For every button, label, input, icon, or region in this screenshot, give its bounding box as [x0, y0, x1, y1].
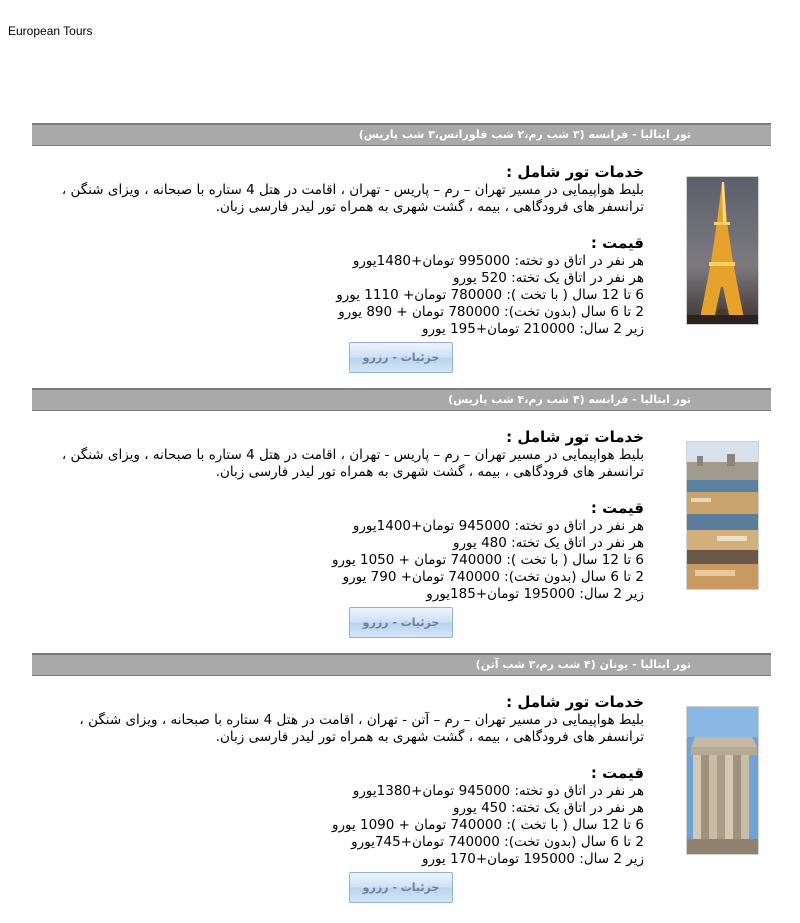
- price-line: هر نفر در اتاق یک تخته: 480 یورو: [453, 535, 644, 551]
- site-title: European Tours: [8, 24, 93, 38]
- tour-description: [32, 163, 644, 338]
- tour-header: تور ایتالیا - فرانسه (۴ شب رم،۴ شب پاریس): [32, 388, 771, 411]
- parthenon-photo: [686, 706, 759, 855]
- tour-header: تور ایتالیا - یونان (۴ شب رم،۳ شب آتن): [32, 653, 771, 676]
- services-title: خدمات تور شامل :: [506, 693, 644, 711]
- tour-body: [32, 411, 771, 651]
- tour-description: [32, 693, 644, 868]
- price-line: زیر 2 سال: 195000 تومان+170 یورو: [422, 851, 644, 867]
- details-reserve-button[interactable]: جزئیات - رزرو: [349, 342, 453, 373]
- services-title: خدمات تور شامل :: [506, 163, 644, 181]
- price-line: هر نفر در اتاق دو تخته: 945000 تومان+1380یورو: [352, 783, 644, 799]
- services-title: خدمات تور شامل :: [506, 428, 644, 446]
- price-line: 6 تا 12 سال ( با تخت ): 740000 تومان + 1090 یورو: [331, 817, 644, 833]
- tour-description: [32, 428, 644, 603]
- price-title: قیمت :: [590, 764, 644, 782]
- price-line: 6 تا 12 سال ( با تخت ): 780000 تومان+ 1110 یورو: [336, 287, 644, 303]
- tour-card: [32, 388, 771, 653]
- eiffel-tower-photo: [686, 176, 759, 325]
- details-reserve-button[interactable]: جزئیات - رزرو: [349, 872, 453, 903]
- services-text: بلیط هواپیمایی در مسیر تهران – رم – پاریس - تهران ، اقامت در هتل 4 ستاره با صبحانه ، ویزای شنگن ، ترانسفر های فرودگاهی ، بیمه ، گشت شهری به همراه تور لیدر فارسی زبان.: [61, 182, 644, 215]
- price-title: قیمت :: [590, 499, 644, 517]
- tour-card: [32, 123, 771, 388]
- price-line: هر نفر در اتاق یک تخته: 450 یورو: [453, 800, 644, 816]
- price-line: زیر 2 سال: 210000 تومان+195 یورو: [422, 321, 644, 337]
- price-line: 6 تا 12 سال ( با تخت ): 740000 تومان + 1050 یورو: [331, 552, 644, 568]
- price-line: زیر 2 سال: 195000 تومان+185یورو: [426, 586, 644, 602]
- price-title: قیمت :: [590, 234, 644, 252]
- services-text: بلیط هواپیمایی در مسیر تهران – رم – آتن - تهران ، اقامت در هتل 4 ستاره با صبحانه ، ویزای شنگن ، ترانسفر های فرودگاهی ، بیمه ، گشت شهری به همراه تور لیدر فارسی زبان.: [79, 712, 644, 745]
- price-line: 2 تا 6 سال (بدون تخت): 740000 تومان+ 790 یورو: [342, 569, 644, 585]
- tour-card: [32, 653, 771, 918]
- price-line: 2 تا 6 سال (بدون تخت): 780000 تومان + 890 یورو: [338, 304, 644, 320]
- services-text: بلیط هواپیمایی در مسیر تهران – رم – پاریس - تهران ، اقامت در هتل 4 ستاره با صبحانه ، ویزای شنگن ، ترانسفر های فرودگاهی ، بیمه ، گشت شهری به همراه تور لیدر فارسی زبان.: [61, 447, 644, 480]
- tour-header: تور ایتالیا - فرانسه (۳ شب رم،۲ شب فلورانس،۳ شب پاریس): [32, 123, 771, 146]
- price-line: هر نفر در اتاق دو تخته: 945000 تومان+1400یورو: [352, 518, 644, 534]
- tour-body: [32, 676, 771, 916]
- price-line: هر نفر در اتاق یک تخته: 520 یورو: [453, 270, 644, 286]
- paris-river-photo: [686, 441, 759, 590]
- price-line: 2 تا 6 سال (بدون تخت): 740000 تومان+745یورو: [351, 834, 644, 850]
- price-line: هر نفر در اتاق دو تخته: 995000 تومان+1480یورو: [352, 253, 644, 269]
- tour-list: [32, 123, 771, 918]
- tour-body: [32, 146, 771, 386]
- details-reserve-button[interactable]: جزئیات - رزرو: [349, 607, 453, 638]
